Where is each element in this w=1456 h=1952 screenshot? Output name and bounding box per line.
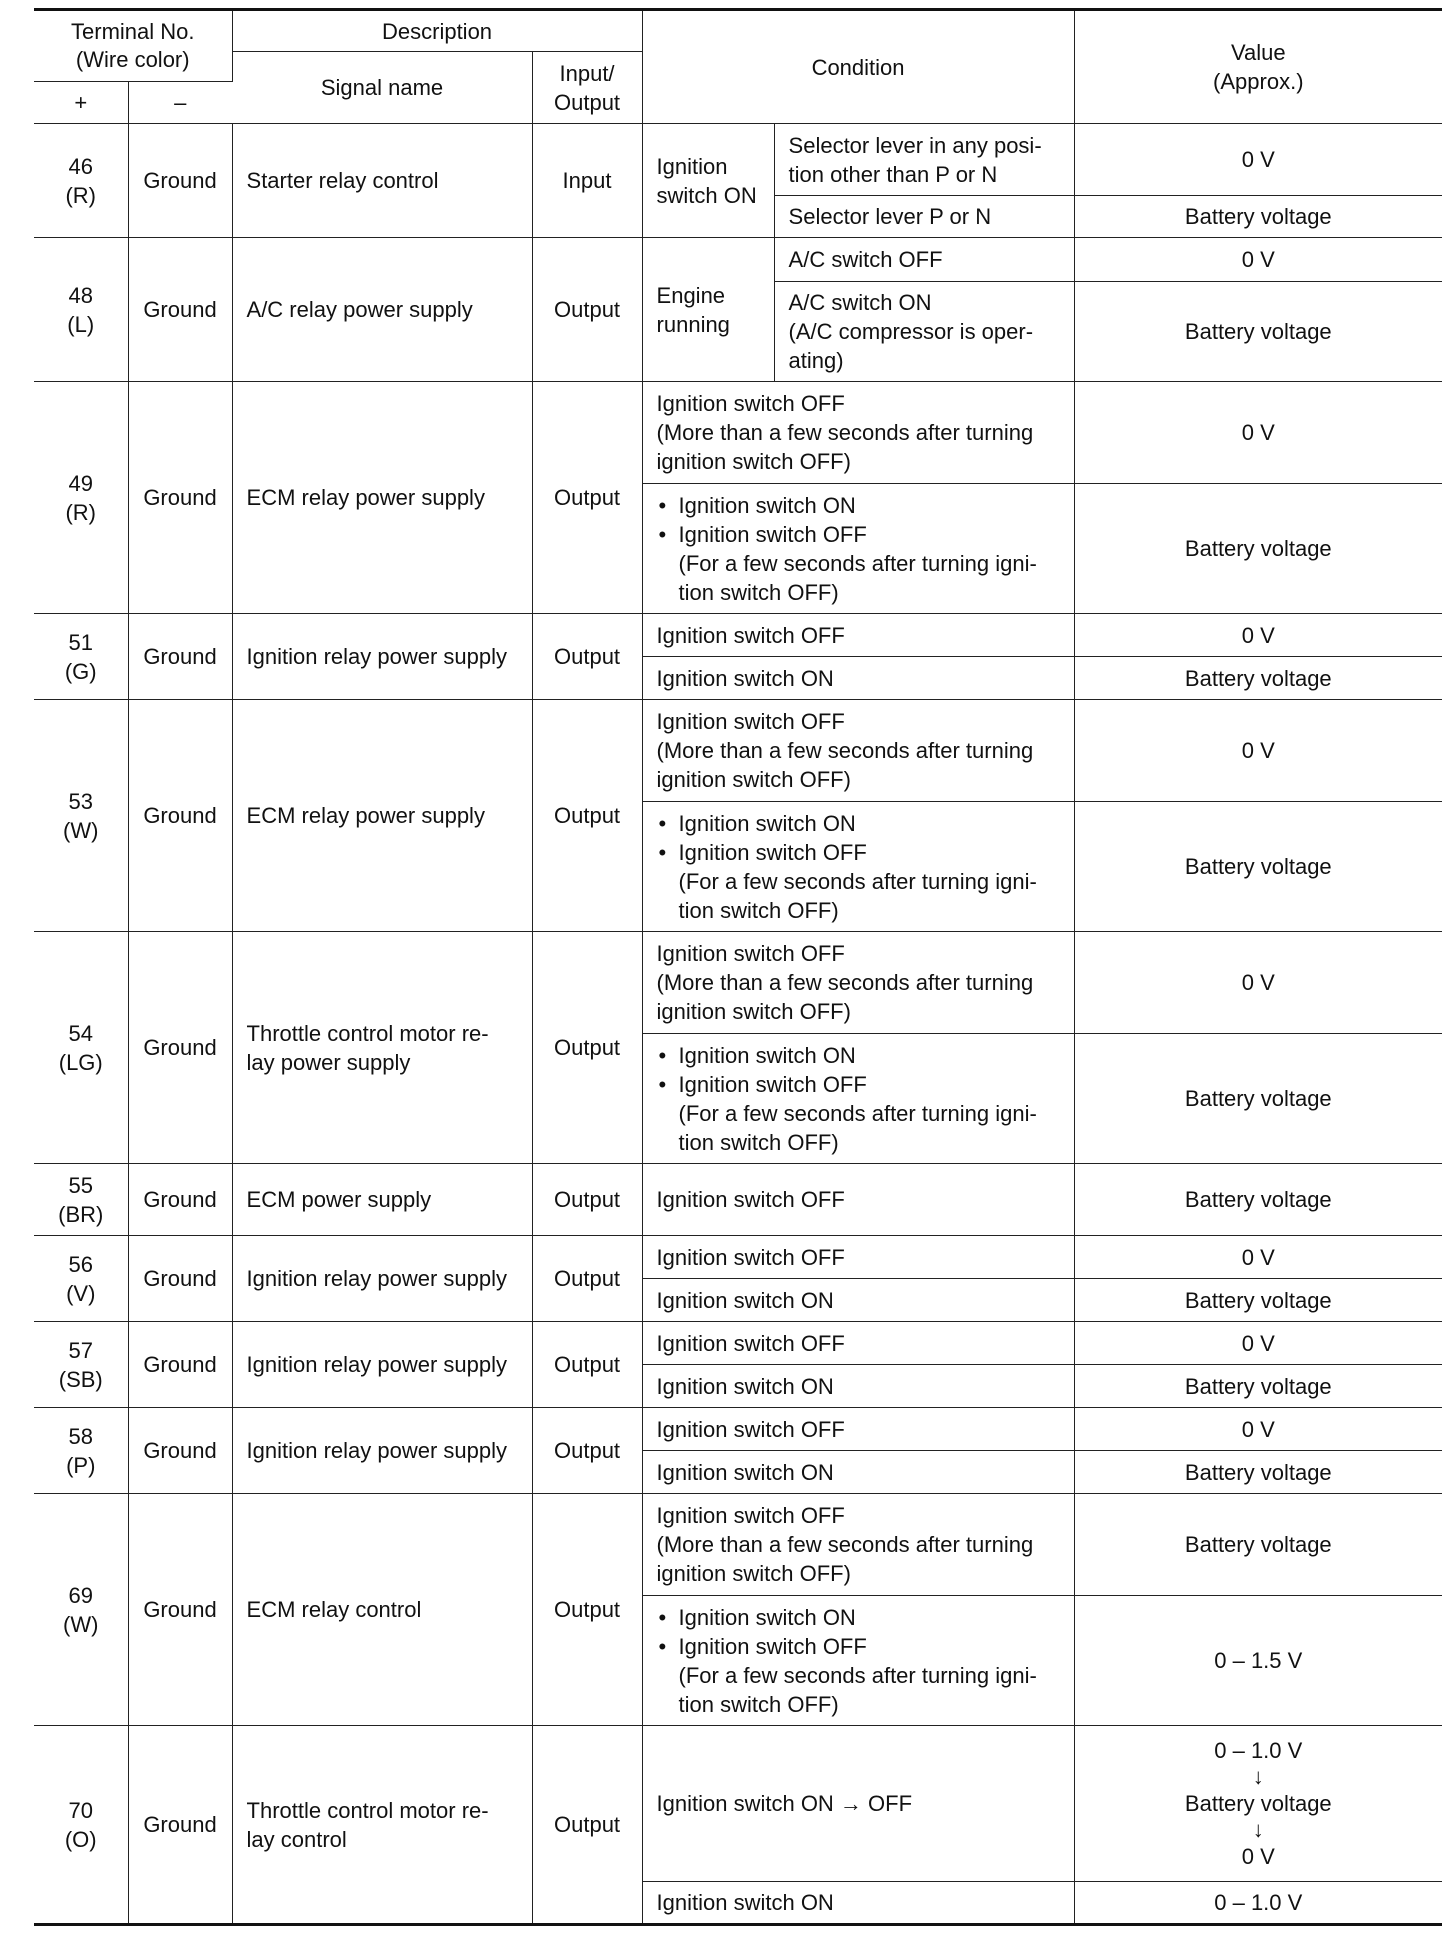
value-54-b: Battery voltage bbox=[1074, 1034, 1442, 1164]
condition-70-b: Ignition switch ON bbox=[642, 1882, 1074, 1925]
value-58-b: Battery voltage bbox=[1074, 1451, 1442, 1494]
ground-56: Ground bbox=[128, 1236, 232, 1322]
signal-51: Ignition relay power supply bbox=[232, 614, 532, 700]
value-55-a: Battery voltage bbox=[1074, 1164, 1442, 1236]
io-57: Output bbox=[532, 1322, 642, 1408]
value-53-a: 0 V bbox=[1074, 700, 1442, 802]
condition-48-b: A/C switch ON (A/C compressor is oper- ating) bbox=[774, 282, 1074, 382]
value-step: 0 – 1.0 V bbox=[1214, 1738, 1303, 1763]
bullet-list bbox=[657, 1603, 1060, 1719]
condition-69-a: Ignition switch OFF (More than a few seconds after turning ignition switch OFF) bbox=[642, 1494, 1074, 1596]
ground-53: Ground bbox=[128, 700, 232, 932]
ground-55: Ground bbox=[128, 1164, 232, 1236]
ground-46: Ground bbox=[128, 124, 232, 238]
signal-57: Ignition relay power supply bbox=[232, 1322, 532, 1408]
condition-main-46: Ignition switch ON bbox=[642, 124, 774, 238]
signal-54: Throttle control motor re- lay power supply bbox=[232, 932, 532, 1164]
bullet-list bbox=[657, 1041, 1060, 1157]
ground-54: Ground bbox=[128, 932, 232, 1164]
condition-54-a: Ignition switch OFF (More than a few seconds after turning ignition switch OFF) bbox=[642, 932, 1074, 1034]
condition-58-a: Ignition switch OFF bbox=[642, 1408, 1074, 1451]
signal-49: ECM relay power supply bbox=[232, 382, 532, 614]
condition-46-a: Selector lever in any posi- tion other than P or N bbox=[774, 124, 1074, 196]
io-69: Output bbox=[532, 1494, 642, 1726]
signal-70: Throttle control motor re- lay control bbox=[232, 1726, 532, 1925]
ground-70: Ground bbox=[128, 1726, 232, 1925]
value-46-b: Battery voltage bbox=[1074, 196, 1442, 238]
value-57-a: 0 V bbox=[1074, 1322, 1442, 1365]
bullet-list bbox=[657, 809, 1060, 925]
value-51-a: 0 V bbox=[1074, 614, 1442, 657]
terminal-54: 54 (LG) bbox=[34, 932, 128, 1164]
value-step: 0 V bbox=[1241, 1844, 1275, 1869]
header-input-output: Input/ Output bbox=[532, 52, 642, 124]
value-69-a: Battery voltage bbox=[1074, 1494, 1442, 1596]
condition-54-b bbox=[642, 1034, 1074, 1164]
io-51: Output bbox=[532, 614, 642, 700]
bullet-item: • Ignition switch OFF (For a few seconds after turning igni- tion switch OFF) bbox=[657, 1632, 1060, 1719]
value-58-a: 0 V bbox=[1074, 1408, 1442, 1451]
terminal-69: 69 (W) bbox=[34, 1494, 128, 1726]
ground-51: Ground bbox=[128, 614, 232, 700]
condition-46-b: Selector lever P or N bbox=[774, 196, 1074, 238]
io-56: Output bbox=[532, 1236, 642, 1322]
ground-69: Ground bbox=[128, 1494, 232, 1726]
terminal-49: 49 (R) bbox=[34, 382, 128, 614]
value-48-b: Battery voltage bbox=[1074, 282, 1442, 382]
condition-70-a: Ignition switch ON → OFF bbox=[642, 1726, 1074, 1882]
condition-56-b: Ignition switch ON bbox=[642, 1279, 1074, 1322]
value-49-b: Battery voltage bbox=[1074, 484, 1442, 614]
value-57-b: Battery voltage bbox=[1074, 1365, 1442, 1408]
signal-48: A/C relay power supply bbox=[232, 238, 532, 382]
value-56-b: Battery voltage bbox=[1074, 1279, 1442, 1322]
terminal-55: 55 (BR) bbox=[34, 1164, 128, 1236]
ground-58: Ground bbox=[128, 1408, 232, 1494]
condition-51-b: Ignition switch ON bbox=[642, 657, 1074, 700]
signal-46: Starter relay control bbox=[232, 124, 532, 238]
value-step: Battery voltage bbox=[1184, 1791, 1332, 1816]
ground-57: Ground bbox=[128, 1322, 232, 1408]
condition-55-a: Ignition switch OFF bbox=[642, 1164, 1074, 1236]
signal-69: ECM relay control bbox=[232, 1494, 532, 1726]
io-46: Input bbox=[532, 124, 642, 238]
ground-48: Ground bbox=[128, 238, 232, 382]
io-70: Output bbox=[532, 1726, 642, 1925]
condition-48-a: A/C switch OFF bbox=[774, 238, 1074, 282]
bullet-item: • Ignition switch ON bbox=[657, 491, 1060, 520]
value-69-b: 0 – 1.5 V bbox=[1074, 1596, 1442, 1726]
condition-57-b: Ignition switch ON bbox=[642, 1365, 1074, 1408]
value-70-b: 0 – 1.0 V bbox=[1074, 1882, 1442, 1925]
terminal-46: 46 (R) bbox=[34, 124, 128, 238]
value-54-a: 0 V bbox=[1074, 932, 1442, 1034]
bullet-item: • Ignition switch OFF (For a few seconds after turning igni- tion switch OFF) bbox=[657, 1070, 1060, 1157]
ground-49: Ground bbox=[128, 382, 232, 614]
terminal-51: 51 (G) bbox=[34, 614, 128, 700]
bullet-list bbox=[657, 491, 1060, 607]
value-48-a: 0 V bbox=[1074, 238, 1442, 282]
header-minus: – bbox=[128, 82, 232, 124]
condition-57-a: Ignition switch OFF bbox=[642, 1322, 1074, 1365]
io-48: Output bbox=[532, 238, 642, 382]
header-terminal-no: Terminal No. (Wire color) bbox=[34, 10, 232, 82]
bullet-item: • Ignition switch ON bbox=[657, 809, 1060, 838]
terminal-57: 57 (SB) bbox=[34, 1322, 128, 1408]
value-53-b: Battery voltage bbox=[1074, 802, 1442, 932]
signal-55: ECM power supply bbox=[232, 1164, 532, 1236]
io-49: Output bbox=[532, 382, 642, 614]
terminal-70: 70 (O) bbox=[34, 1726, 128, 1925]
terminal-spec-table bbox=[34, 8, 1442, 1926]
signal-53: ECM relay power supply bbox=[232, 700, 532, 932]
value-46-a: 0 V bbox=[1074, 124, 1442, 196]
terminal-48: 48 (L) bbox=[34, 238, 128, 382]
header-description: Description bbox=[232, 10, 642, 52]
condition-49-a: Ignition switch OFF (More than a few seconds after turning ignition switch OFF) bbox=[642, 382, 1074, 484]
down-arrow-icon: ↓ bbox=[1252, 1817, 1264, 1842]
value-56-a: 0 V bbox=[1074, 1236, 1442, 1279]
io-54: Output bbox=[532, 932, 642, 1164]
header-signal-name: Signal name bbox=[232, 52, 532, 124]
condition-53-a: Ignition switch OFF (More than a few seconds after turning ignition switch OFF) bbox=[642, 700, 1074, 802]
value-70-a bbox=[1074, 1726, 1442, 1882]
header-value: Value (Approx.) bbox=[1074, 10, 1442, 124]
terminal-56: 56 (V) bbox=[34, 1236, 128, 1322]
condition-69-b bbox=[642, 1596, 1074, 1726]
condition-58-b: Ignition switch ON bbox=[642, 1451, 1074, 1494]
terminal-58: 58 (P) bbox=[34, 1408, 128, 1494]
terminal-table-wrapper bbox=[34, 8, 1442, 1926]
bullet-item: • Ignition switch ON bbox=[657, 1041, 1060, 1070]
bullet-item: • Ignition switch ON bbox=[657, 1603, 1060, 1632]
io-53: Output bbox=[532, 700, 642, 932]
header-plus: + bbox=[34, 82, 128, 124]
io-58: Output bbox=[532, 1408, 642, 1494]
io-55: Output bbox=[532, 1164, 642, 1236]
condition-49-b bbox=[642, 484, 1074, 614]
condition-53-b bbox=[642, 802, 1074, 932]
terminal-53: 53 (W) bbox=[34, 700, 128, 932]
value-51-b: Battery voltage bbox=[1074, 657, 1442, 700]
bullet-item: • Ignition switch OFF (For a few seconds after turning igni- tion switch OFF) bbox=[657, 838, 1060, 925]
condition-51-a: Ignition switch OFF bbox=[642, 614, 1074, 657]
condition-56-a: Ignition switch OFF bbox=[642, 1236, 1074, 1279]
bullet-item: • Ignition switch OFF (For a few seconds after turning igni- tion switch OFF) bbox=[657, 520, 1060, 607]
value-49-a: 0 V bbox=[1074, 382, 1442, 484]
header-condition: Condition bbox=[642, 10, 1074, 124]
signal-58: Ignition relay power supply bbox=[232, 1408, 532, 1494]
down-arrow-icon: ↓ bbox=[1252, 1764, 1264, 1789]
condition-main-48: Engine running bbox=[642, 238, 774, 382]
signal-56: Ignition relay power supply bbox=[232, 1236, 532, 1322]
